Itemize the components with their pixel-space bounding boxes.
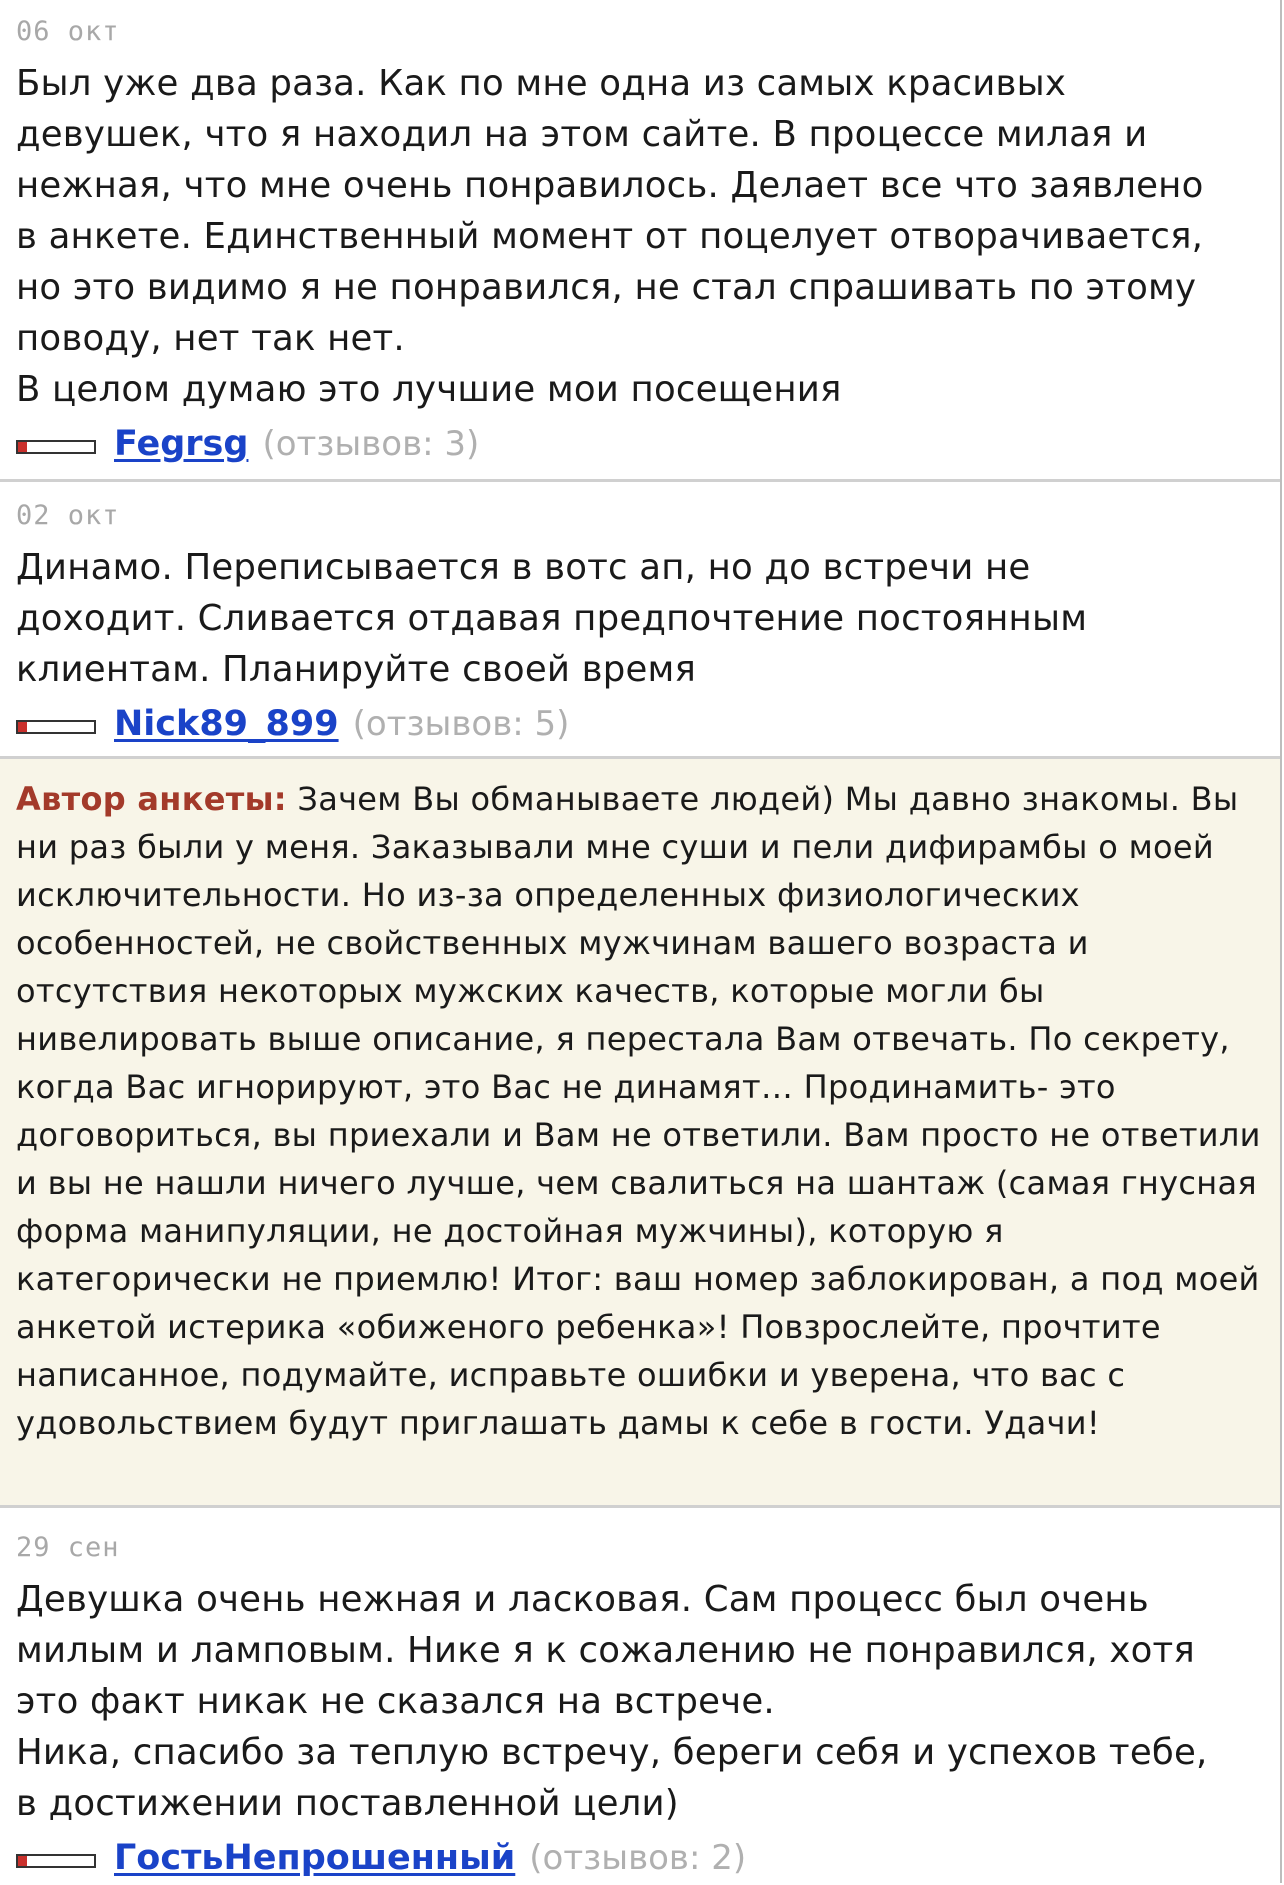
owner-reply-text: Зачем Вы обманываете людей) Мы давно знакомы. Вы ни раз были у меня. Заказывали мне суши и пели дифирамбы о моей исключительности. Но из-за определенных физиологических особенностей, не свойственных мужчинам вашего возраста и отсутствия некоторых мужских качеств, которые могли бы нивелировать выше описание, я перестала Вам отвечать. По секрету, когда Вас игнорируют, это Вас не динамят… Продинамить- это договориться, вы приехали и Вам не ответили. Вам просто не ответили и вы не нашли ничего лучше, чем свалиться на шантаж (самая гнусная форма манипуляции, не достойная мужчины), которую я категорически не приемлю! Итог: ваш номер заблокирован, а под моей анкетой истерика «обиженого ребенка»! Повзрослейте, прочтите написанное, подумайте, исправьте ошибки и уверена, что вас с удовольствием будут приглашать дамы к себе в гости. Удачи! [16, 780, 1261, 1442]
rating-bar [16, 440, 96, 454]
rating-bar-fill [18, 442, 27, 452]
author-link[interactable]: ГостьНепрошенный [114, 1838, 516, 1878]
owner-reply [0, 759, 1280, 1508]
rating-bar-fill [18, 722, 27, 732]
rating-bar-fill [18, 1856, 27, 1866]
review-date: 29 сен [16, 1532, 120, 1563]
review-count: (отзывов: 3) [262, 424, 480, 464]
review-item [0, 0, 1280, 482]
review-count: (отзывов: 5) [352, 704, 570, 744]
review-author-row [16, 417, 1266, 471]
owner-reply-label: Автор анкеты: [16, 780, 287, 818]
review-item [0, 482, 1280, 759]
review-author-row [16, 697, 1266, 751]
rating-bar [16, 720, 96, 734]
review-count: (отзывов: 2) [529, 1838, 747, 1878]
author-link[interactable]: Fegrsg [114, 424, 249, 464]
review-date: 06 окт [16, 16, 120, 47]
review-text: Динамо. Переписывается в вотс ап, но до встречи не доходит. Сливается отдавая предпочтение постоянным клиентам. Планируйте своей время [16, 547, 1088, 690]
rating-bar [16, 1854, 96, 1868]
author-link[interactable]: Nick89_899 [114, 704, 339, 744]
owner-reply-body [16, 775, 1264, 1447]
review-author-row [16, 1831, 1266, 1885]
review-text: Был уже два раза. Как по мне одна из самых красивых девушек, что я находил на этом сайте. В процессе милая и нежная, что мне очень понравилось. Делает все что заявлено в анкете. Единственный момент от поцелует отворачивается, но это видимо я не понравился, не стал спрашивать по этому поводу, нет так нет. В целом думаю это лучшие мои посещения [16, 63, 1204, 410]
review-text: Девушка очень нежная и ласковая. Сам процесс был очень милым и ламповым. Нике я к сожалению не понравился, хотя это факт никак не сказался на встрече. Ника, спасибо за теплую встречу, береги себя и успехов тебе, в достижении поставленной цели) [16, 1579, 1208, 1824]
review-item [0, 1508, 1280, 1883]
review-date: 02 окт [16, 500, 120, 531]
